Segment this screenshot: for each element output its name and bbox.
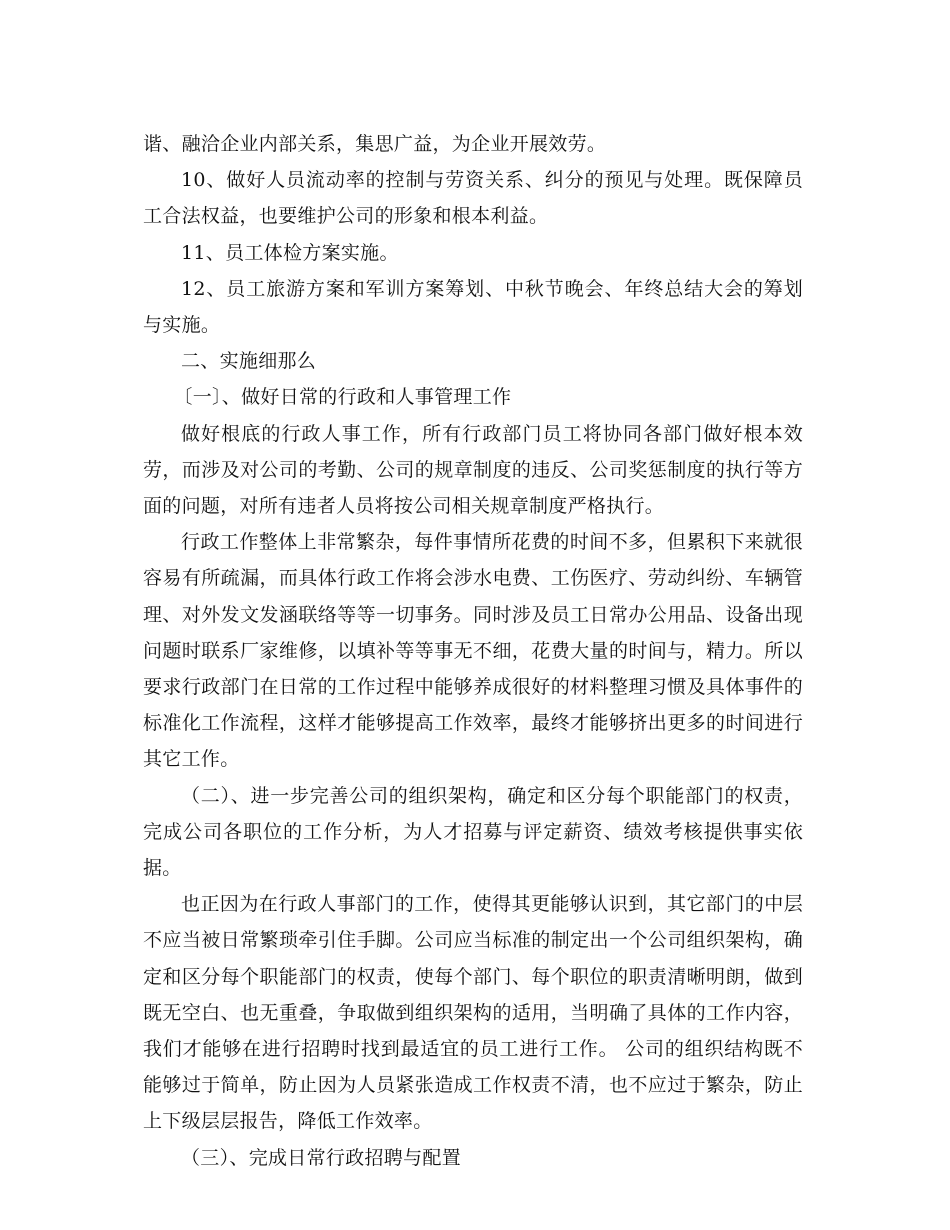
- section-heading: 二、实施细那么: [181, 350, 317, 373]
- body-paragraph: 行政工作整体上非常繁杂，每件事情所花费的时间不多，但累积下来就很容易有所疏漏，而具体行政工作将会涉水电费、工伤医疗、劳动纠纷、车辆管理、对外发文发涵联络等等一切事务。同时涉及员工日常办公用品、设备出现问题时联系厂家维修，以填补等等事无不细，花费大量的时间与，精力。所以要求行政部门在日常的工作过程中能够养成很好的材料整理习惯及具体事件的标准化工作流程，这样才能够提高工作效率，最终才能够挤出更多的时间进行其它工作。: [143, 531, 803, 771]
- body-paragraph: 也正因为在行政人事部门的工作，使得其更能够认识到，其它部门的中层不应当被日常繁琐牵引住手脚。公司应当标准的制定出一个公司组织架构，确定和区分每个职能部门的权责，使每个部门、每个职位的职责清晰明朗，做到既无空白、也无重叠，争取做到组织架构的适用，当明确了具体的工作内容，我们才能够在进行招聘时找到最适宜的员工进行工作。 公司的组织结构既不能够过于简单，防止因为人员紧张造成工作权责不清，也不应过于繁杂，防止上下级层层报告，降低工作效率。: [143, 893, 803, 1133]
- list-item-11: 11、员工体检方案实施。: [181, 241, 399, 264]
- subsection-heading-3: （三）、完成日常行政招聘与配置: [181, 1146, 462, 1169]
- paragraph-continuation: 谐、融洽企业内部关系，集思广益，为企业开展效劳。: [143, 133, 607, 155]
- document-body: [143, 126, 803, 1176]
- body-paragraph: 做好根底的行政人事工作，所有行政部门员工将协同各部门做好根本效劳，而涉及对公司的考勤、公司的规章制度的违反、公司奖惩制度的执行等方面的问题，对所有违者人员将按公司相关规章制度严格执行。: [143, 422, 803, 518]
- list-item-10: 10、做好人员流动率的控制与劳资关系、纠分的预见与处理。既保障员工合法权益，也要维护公司的形象和根本利益。: [143, 169, 803, 228]
- subsection-heading-2: （二）、进一步完善公司的组织架构，确定和区分每个职能部门的权责，完成公司各职位的工作分析，为人才招募与评定薪资、绩效考核提供事实依据。: [143, 784, 803, 880]
- list-item-12: 12、员工旅游方案和军训方案筹划、中秋节晚会、年终总结大会的筹划与实施。: [143, 277, 803, 337]
- subsection-heading-1: 〔一〕、做好日常的行政和人事管理工作: [173, 386, 512, 409]
